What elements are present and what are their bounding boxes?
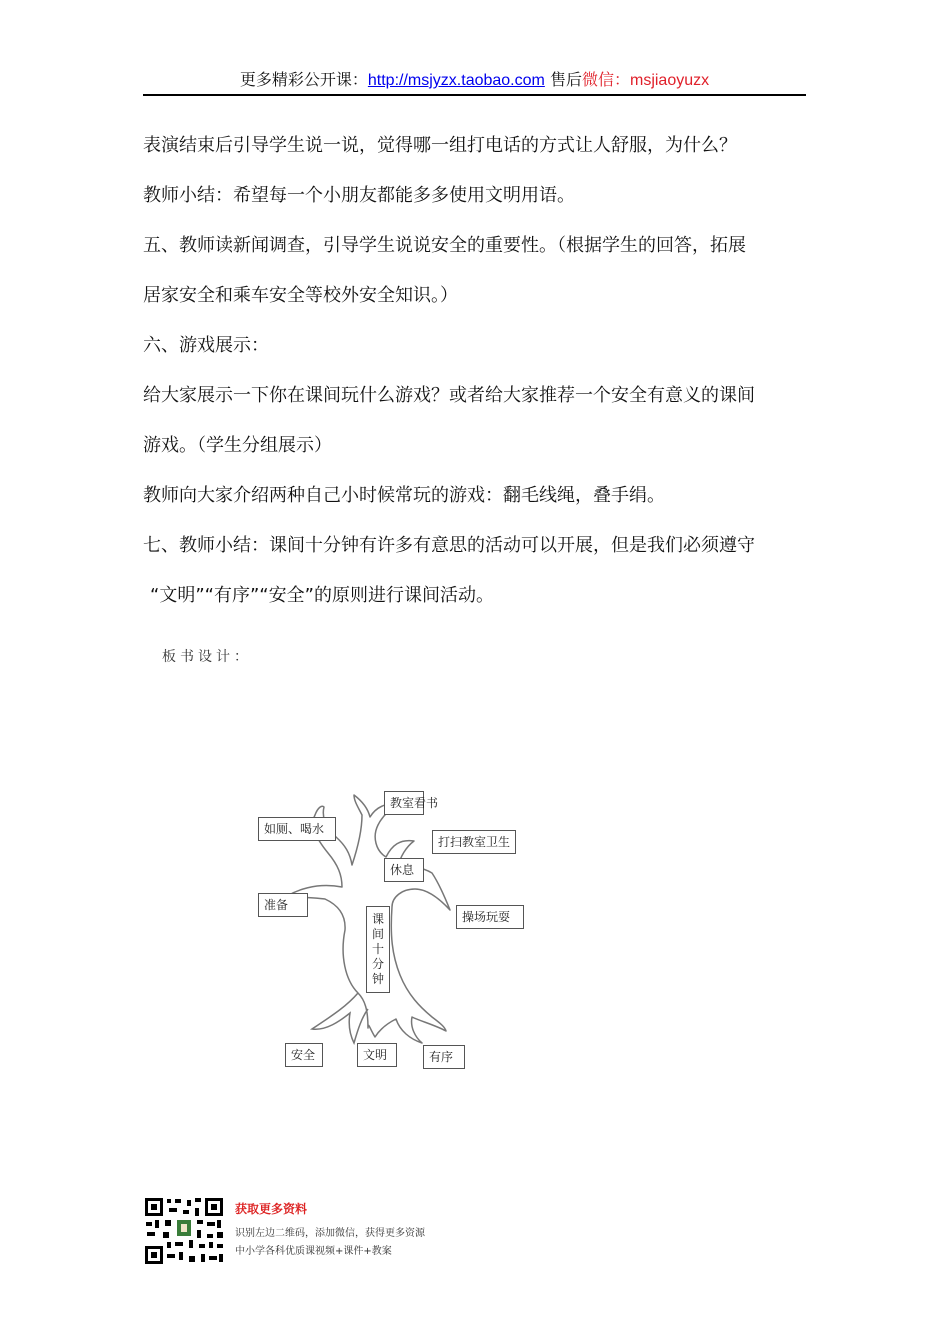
wechat-id: msjiaoyuzx [629,72,710,89]
footer-title: 获取更多资料 [235,1202,308,1216]
trunk-box-ten-minutes: 课间十分钟 [366,906,390,993]
root-box-safety: 安全 [285,1043,323,1067]
footer-line-1: 识别左边二维码，添加微信，获得更多资源 [235,1228,425,1239]
after-sale-label: 售后 [549,70,582,89]
paragraph-2: 教师小结：希望每一个小朋友都能多多使用文明用语。 [143,185,575,206]
taobao-link[interactable]: http://msjyzx.taobao.com [367,72,545,89]
qr-code-icon[interactable] [143,1196,225,1266]
paragraph-4: 居家安全和乘车安全等校外安全知识。） [143,285,458,306]
branch-box-rest: 休息 [384,858,424,882]
board-design-label: 板书设计： [162,649,252,665]
paragraph-9: 七、教师小结：课间十分钟有许多有意思的活动可以开展，但是我们必须遵守 [143,535,755,556]
paragraph-6: 给大家展示一下你在课间玩什么游戏？或者给大家推荐一个安全有意义的课间 [143,385,755,406]
paragraph-1: 表演结束后引导学生说一说，觉得哪一组打电话的方式让人舒服，为什么？ [143,135,737,156]
branch-box-prepare: 准备 [258,893,308,917]
branch-box-read-in-class: 教室看书 [384,791,424,815]
wechat-label: 微信： [581,70,630,89]
paragraph-3: 五、教师读新闻调查，引导学生说说安全的重要性。（根据学生的回答，拓展 [143,235,746,256]
branch-box-toilet-water: 如厕、喝水 [258,817,336,841]
paragraph-8: 教师向大家介绍两种自己小时候常玩的游戏：翻毛线绳，叠手绢。 [143,485,665,506]
paragraph-10: “文明”“有序”“安全”的原则进行课间活动。 [150,585,494,606]
footer-line-2: 中小学各科优质课视频+课件+教案 [235,1246,392,1257]
tree-root-left [312,993,368,1043]
branch-box-clean-classroom: 打扫教室卫生 [432,830,516,854]
branch-box-playground: 操场玩耍 [456,905,524,929]
page-header [143,68,806,96]
header-prefix: 更多精彩公开课： [239,70,368,89]
footer-promo [143,1196,473,1268]
root-box-civility: 文明 [357,1043,397,1067]
paragraph-5: 六、游戏展示： [143,335,269,356]
paragraph-7: 游戏。（学生分组展示） [143,435,332,456]
root-box-order: 有序 [423,1045,465,1069]
